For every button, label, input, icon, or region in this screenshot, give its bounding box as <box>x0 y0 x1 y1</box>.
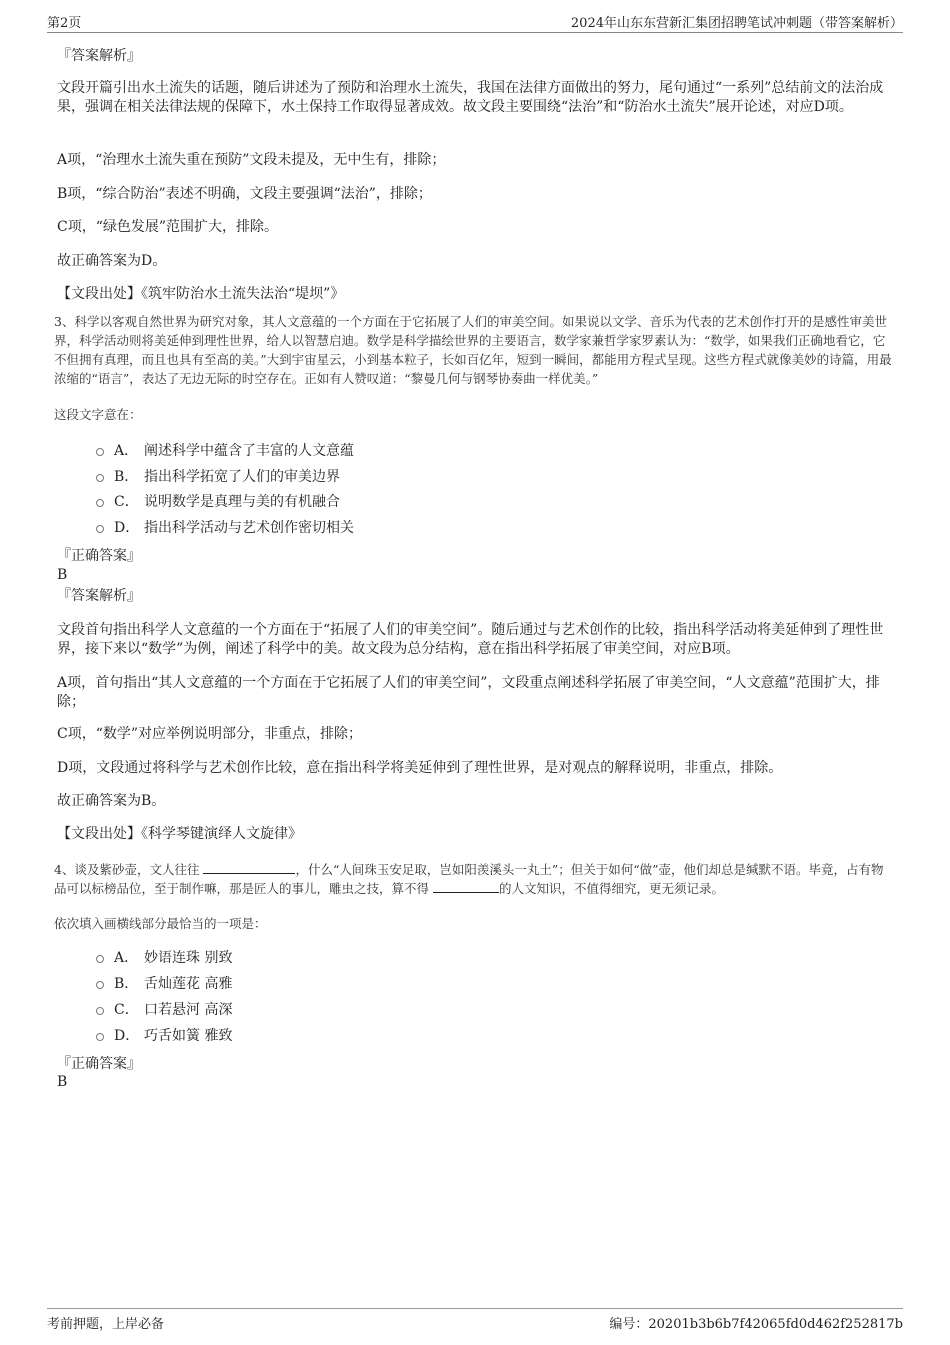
fill-blank-2[interactable] <box>433 881 499 893</box>
radio-icon[interactable] <box>96 499 104 507</box>
radio-icon[interactable] <box>96 1033 104 1041</box>
analysis-option-b: B项，“综合防治”表述不明确，文段主要强调“法治”，排除； <box>57 186 432 202</box>
analysis-option-c: C项，“绿色发展”范围扩大，排除。 <box>57 219 279 235</box>
analysis-text: 文段开篇引出水土流失的话题，随后讲述为了预防和治理水土流失，我国在法律方面做出的努力，尾句通过“一系列”总结前文的法治成果，强调在相关法律法规的保障下，水土保持工作取得显著成效。故文段主要围绕“法治”和“防治水土流失”展开论述，对应D项。 <box>57 80 884 115</box>
analysis-label: 『答案解析』 <box>57 48 141 64</box>
q4-option-c[interactable]: C． 口若悬河 高深 <box>96 1000 232 1020</box>
analysis-label: 『答案解析』 <box>57 588 141 604</box>
q3-option-d[interactable]: D． 指出科学活动与艺术创作密切相关 <box>96 518 354 538</box>
radio-icon[interactable] <box>96 474 104 482</box>
answer-label: 『正确答案』 <box>57 1056 141 1072</box>
page-header <box>47 12 903 32</box>
page-number: 第2页 <box>47 16 82 31</box>
q3-option-b[interactable]: B． 指出科学拓宽了人们的审美边界 <box>96 467 340 487</box>
analysis-option-c: C项，“数学”对应举例说明部分，非重点，排除； <box>57 726 363 742</box>
analysis-option-a: A项，首句指出“其人文意蕴的一个方面在于它拓展了人们的审美空间”，文段重点阐述科学拓展了审美空间，“人文意蕴”范围扩大，排除； <box>57 675 880 710</box>
q4-option-b[interactable]: B． 舌灿莲花 高雅 <box>96 974 232 994</box>
analysis-text: 文段首句指出科学人文意蕴的一个方面在于“拓展了人们的审美空间”。随后通过与艺术创作的比较，指出科学活动将美延伸到了理性世界，接下来以“数学”为例，阐述了科学中的美。故文段为总分结构，意在指出科学拓展了审美空间，对应B项。 <box>57 622 884 657</box>
answer-value: B <box>57 567 68 583</box>
fill-blank-1[interactable] <box>203 862 295 874</box>
document-title: 2024年山东东营新汇集团招聘笔试冲刺题（带答案解析） <box>570 16 903 31</box>
answer-value: B <box>57 1074 68 1090</box>
question-4-stem: 4、谈及紫砂壶，文人往往 ，什么“人间珠玉安足取，岂如阳羡溪头一丸土”；但关于如何“做”壶，他们却总是缄默不语。毕竟，占有物品可以标榜品位，至于制作嘛，那是匠人的事儿，雕虫之技，算不得 的人文知识，不值得细究，更无须记录。 <box>54 862 884 896</box>
q3-option-a[interactable]: A． 阐述科学中蕴含了丰富的人文意蕴 <box>96 441 354 461</box>
document-id: 编号：20201b3b6b7f42065fd0d462f252817b <box>609 1317 903 1332</box>
radio-icon[interactable] <box>96 1007 104 1015</box>
answer-label: 『正确答案』 <box>57 548 141 564</box>
q4-option-a[interactable]: A． 妙语连珠 别致 <box>96 948 232 968</box>
question-3-prompt: 这段文字意在： <box>54 407 142 422</box>
radio-icon[interactable] <box>96 525 104 533</box>
radio-icon[interactable] <box>96 955 104 963</box>
footer-divider <box>47 1308 903 1309</box>
analysis-option-a: A项，“治理水土流失重在预防”文段未提及，无中生有，排除； <box>57 152 446 168</box>
footer-slogan: 考前押题，上岸必备 <box>47 1317 165 1332</box>
radio-icon[interactable] <box>96 448 104 456</box>
conclusion: 故正确答案为D。 <box>57 253 167 269</box>
question-3-stem: 3、科学以客观自然世界为研究对象，其人文意蕴的一个方面在于它拓展了人们的审美空间。如果说以文学、音乐为代表的艺术创作打开的是感性审美世界，科学活动则将美延伸到理性世界，给人以智慧启迪。数学是科学描绘世界的主要语言，数学家兼哲学家罗素认为：“数学，如果我们正确地看它，它不但拥有真理，而且也具有至高的美。”大到宇宙星云，小到基本粒子，长如百亿年，短到一瞬间，都能用方程式呈现。这些方程式就像美妙的诗篇，用最浓缩的“语言”，表达了无边无际的时空存在。正如有人赞叹道：“黎曼几何与钢琴协奏曲一样优美。” <box>54 314 892 386</box>
source: 【文段出处】《筑牢防治水土流失法治“堤坝”》 <box>57 286 345 302</box>
q4-option-d[interactable]: D． 巧舌如簧 雅致 <box>96 1026 232 1046</box>
conclusion: 故正确答案为B。 <box>57 793 166 809</box>
q3-option-c[interactable]: C． 说明数学是真理与美的有机融合 <box>96 492 340 512</box>
question-4-prompt: 依次填入画横线部分最恰当的一项是： <box>54 916 267 931</box>
source: 【文段出处】《科学琴键演绎人文旋律》 <box>57 826 302 842</box>
radio-icon[interactable] <box>96 981 104 989</box>
header-divider <box>47 32 903 33</box>
analysis-option-d: D项，文段通过将科学与艺术创作比较，意在指出科学将美延伸到了理性世界，是对观点的解释说明，非重点，排除。 <box>57 760 783 776</box>
